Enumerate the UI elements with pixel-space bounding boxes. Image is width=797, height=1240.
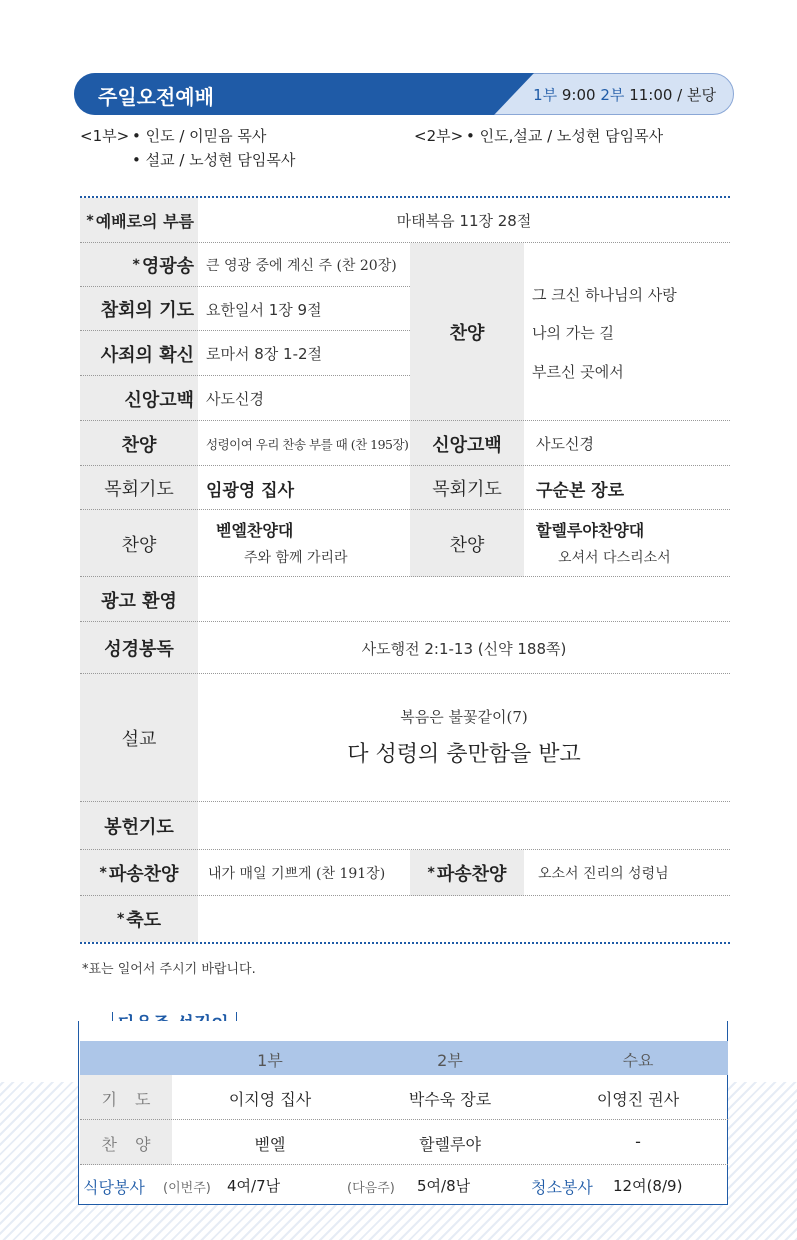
reading-value: 사도행전 2:1-13 (신약 188쪽) (361, 639, 567, 658)
hymn-block-label: 찬양 (449, 323, 485, 344)
standing-note: *표는 일어서 주시기 바랍니다. (82, 962, 256, 977)
creed2-label: 신앙고백 (432, 434, 502, 456)
praise-1: 벧엘 (254, 1135, 286, 1154)
part1-label: 1부 (533, 86, 558, 104)
column-header-1: 1부 (257, 1051, 283, 1070)
kitchen-label: 식당봉사 (83, 1178, 145, 1197)
prayer-label: 기도 (101, 1090, 169, 1109)
choir1-label: 찬양 (121, 534, 157, 556)
creed-value: 사도신경 (206, 390, 264, 408)
announce-label: 광고 환영 (101, 590, 177, 612)
creed2-value: 사도신경 (536, 435, 594, 453)
praise-label: 찬양 (101, 1135, 169, 1154)
part2-time: 11:00 / 본당 (629, 86, 716, 104)
service-duty-row (79, 1165, 727, 1205)
part1-tag: <1부> (80, 127, 130, 145)
absolution-label: 사죄의 확신 (100, 344, 194, 366)
sermon-label: 설교 (121, 729, 157, 750)
hymn-song-2: 나의 가는 길 (532, 323, 614, 342)
service-times (533, 84, 716, 105)
this-week-value: 4여/7남 (227, 1177, 281, 1195)
call-value: 마태복음 11장 28절 (396, 212, 532, 230)
blessing-label: * 축도 (116, 910, 162, 931)
cleaning-label: 청소봉사 (531, 1178, 593, 1197)
service-header (74, 73, 734, 115)
sending2-label: * 파송찬양 (427, 864, 507, 885)
sending2-value: 오소서 진리의 성령님 (538, 866, 669, 882)
table-row-prayer (80, 1075, 728, 1120)
repent-label: 참회의 기도 (100, 300, 194, 321)
hymn1-value: 성령이여 우리 찬송 부를 때 (찬 195장) (206, 436, 409, 452)
choir2-song: 오셔서 다스리소서 (558, 550, 671, 566)
hymn1-label: 찬양 (121, 434, 157, 456)
table-header (80, 1041, 728, 1075)
pastoral1-label: 목회기도 (104, 479, 174, 500)
choir2-name: 할렐루야찬양대 (536, 520, 645, 540)
next-week-value: 5여/8남 (417, 1177, 471, 1195)
column-header-2: 2부 (437, 1051, 463, 1070)
choir1-name: 벧엘찬양대 (216, 520, 294, 540)
repent-value: 요한일서 1장 9절 (206, 300, 322, 319)
prayer-1: 이지영 집사 (228, 1090, 312, 1109)
next-week-table (78, 1021, 728, 1205)
praise-2: 할렐루야 (419, 1135, 481, 1154)
glory-label: * 영광송 (132, 256, 194, 277)
absolution-value: 로마서 8장 1-2절 (206, 345, 323, 363)
sending1-value: 내가 매일 기쁘게 (찬 191장) (208, 866, 386, 882)
cleaning-value: 12여(8/9) (613, 1177, 683, 1195)
hymn-song-3: 부르신 곳에서 (532, 362, 624, 381)
hymn-song-1: 그 크신 하나님의 사랑 (532, 285, 677, 304)
part1-leader: • 인도 / 이믿음 목사 (132, 127, 267, 145)
next-week-label: (다음주) (347, 1181, 395, 1196)
sermon-title: 다 성령의 충만함을 받고 (347, 741, 581, 767)
call-label: * 예배로의 부름 (86, 212, 194, 231)
glory-value: 큰 영광 중에 계신 주 (찬 20장) (206, 258, 397, 274)
prayer-3: 이영진 권사 (596, 1090, 680, 1109)
part2-label: 2부 (600, 86, 625, 104)
this-week-label: (이번주) (163, 1181, 211, 1196)
offering-label: 봉헌기도 (104, 817, 174, 838)
reading-label: 성경봉독 (104, 639, 174, 660)
part2-tag: <2부> (414, 127, 464, 145)
table-row-praise (80, 1120, 728, 1165)
part2-leader: • 인도,설교 / 노성현 담임목사 (466, 127, 664, 145)
pastoral2-value: 구순본 장로 (536, 480, 625, 501)
prayer-2: 박수욱 장로 (408, 1090, 492, 1109)
column-header-3: 수요 (622, 1051, 654, 1070)
part1-preacher: • 설교 / 노성현 담임목사 (132, 151, 296, 169)
service-title: 주일오전예배 (98, 85, 214, 109)
creed-label: 신앙고백 (124, 389, 194, 411)
sending1-label: * 파송찬양 (99, 864, 179, 885)
pastoral1-value: 임광영 집사 (206, 480, 295, 501)
pastoral2-label: 목회기도 (432, 479, 502, 500)
choir2-label: 찬양 (449, 534, 485, 556)
table-bottom-line (80, 942, 730, 944)
sermon-series: 복음은 불꽃같이(7) (400, 707, 528, 726)
praise-3: - (635, 1132, 641, 1151)
choir1-song: 주와 함께 가리라 (244, 550, 348, 566)
part1-time: 9:00 (561, 86, 596, 104)
